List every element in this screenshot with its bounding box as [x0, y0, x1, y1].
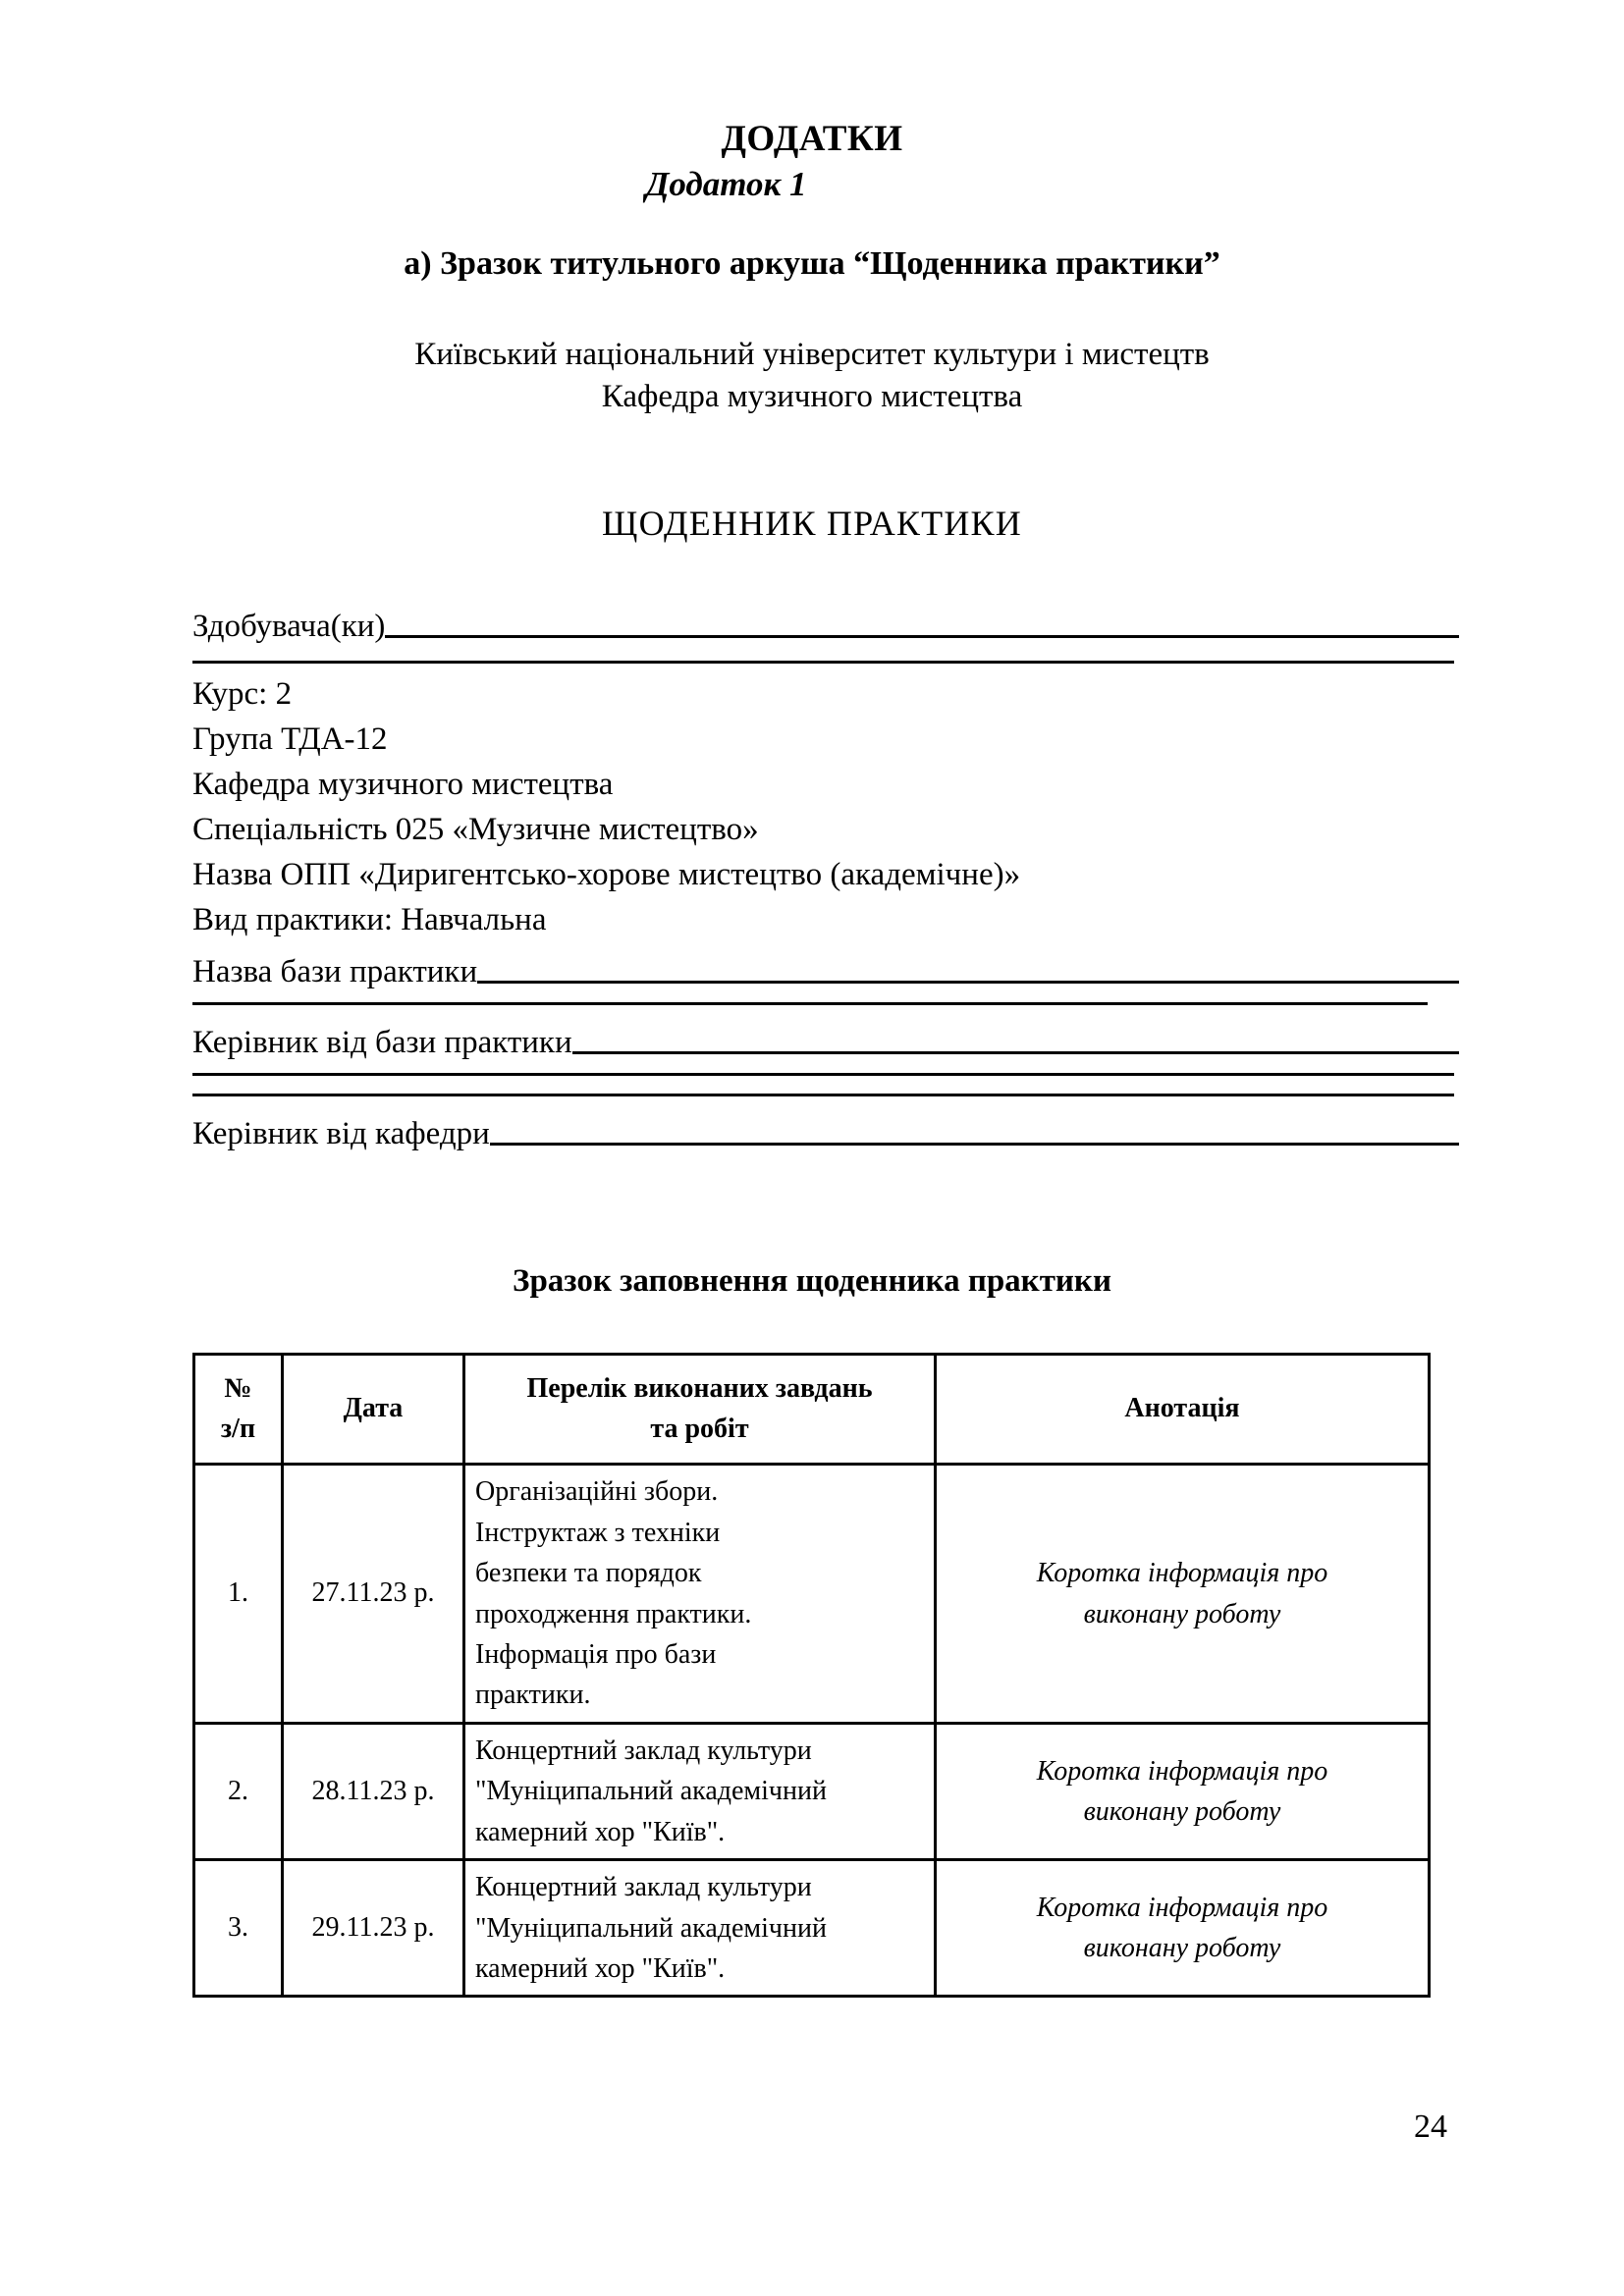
table-body	[194, 1465, 1430, 1997]
annotation-line: Коротка інформація про	[1036, 1755, 1328, 1787]
section-a-title: а) Зразок титульного аркуша “Щоденника практики”	[404, 245, 1220, 282]
appendix-number: Додаток 1	[645, 165, 807, 203]
cell-annotation	[936, 1860, 1430, 1997]
column-header-tasks-line2: та робіт	[650, 1413, 749, 1444]
base-name-fill-rule[interactable]	[477, 981, 1459, 984]
base-supervisor-row	[192, 1013, 1459, 1059]
spacer	[192, 988, 1459, 1002]
practice-type-line: Вид практики: Навчальна	[192, 902, 547, 937]
task-line: камерний хор "Київ".	[475, 1816, 726, 1847]
institution-block	[0, 334, 1624, 418]
course-line: Курс: 2	[192, 676, 293, 712]
diary-title: ЩОДЕННИК ПРАКТИКИ	[602, 504, 1022, 543]
page-number: 24	[1414, 2109, 1447, 2145]
task-line: Інструктаж з техніки	[475, 1517, 721, 1548]
specialty-line: Спеціальність 025 «Музичне мистецтво»	[192, 812, 759, 847]
department-supervisor-label: Керівник від кафедри	[192, 1116, 490, 1151]
table-header-row	[194, 1355, 1430, 1465]
table-row	[194, 1860, 1430, 1997]
task-line: проходження практики.	[475, 1598, 752, 1629]
table-row	[194, 1465, 1430, 1724]
spacer	[192, 664, 1459, 671]
program-line: Назва ОПП «Диригентсько-хорове мистецтво (академічне)»	[192, 857, 1021, 892]
cell-annotation	[936, 1723, 1430, 1859]
annotation-line: Коротка інформація про	[1036, 1892, 1328, 1923]
cell-annotation	[936, 1465, 1430, 1724]
column-header-tasks	[464, 1355, 936, 1465]
student-field-row	[192, 597, 1459, 643]
task-line: Організаційні збори.	[475, 1476, 719, 1508]
group-line: Група ТДА-12	[192, 721, 388, 757]
title-page-form	[192, 597, 1459, 1150]
cell-date: 29.11.23 р.	[283, 1860, 464, 1997]
student-fill-rule[interactable]	[385, 635, 1459, 638]
department-name: Кафедра музичного мистецтва	[601, 378, 1023, 414]
column-header-date: Дата	[283, 1355, 464, 1465]
column-header-number	[194, 1355, 283, 1465]
university-name: Київський національний університет культури і мистецтв	[414, 337, 1210, 372]
spacer	[192, 1096, 1459, 1104]
annotation-line: виконану роботу	[1083, 1795, 1281, 1827]
column-header-number-line2: з/п	[220, 1413, 256, 1444]
task-line: Концертний заклад культури	[475, 1735, 812, 1766]
task-line: камерний хор "Київ".	[475, 1953, 726, 1984]
cell-number: 2.	[194, 1723, 283, 1859]
column-header-number-line1: №	[224, 1373, 252, 1404]
sample-table-heading: Зразок заповнення щоденника практики	[513, 1263, 1111, 1299]
spacer	[192, 1076, 1459, 1094]
task-line: "Муніципальний академічний	[475, 1912, 827, 1944]
spacer	[192, 1005, 1459, 1013]
cell-date: 27.11.23 р.	[283, 1465, 464, 1724]
cell-number: 3.	[194, 1860, 283, 1997]
annotation-line: виконану роботу	[1083, 1598, 1281, 1629]
department-line: Кафедра музичного мистецтва	[192, 767, 614, 802]
task-line: Інформація про бази	[475, 1638, 717, 1670]
practice-diary-table	[192, 1353, 1431, 1998]
cell-tasks	[464, 1723, 936, 1859]
task-line: безпеки та порядок	[475, 1558, 702, 1589]
cell-number: 1.	[194, 1465, 283, 1724]
appendices-title: ДОДАТКИ	[721, 119, 903, 159]
task-line: Концертний заклад культури	[475, 1872, 812, 1903]
cell-tasks	[464, 1465, 936, 1724]
base-name-row	[192, 942, 1459, 988]
cell-tasks	[464, 1860, 936, 1997]
student-label: Здобувача(ки)	[192, 609, 386, 644]
department-supervisor-fill-rule[interactable]	[490, 1143, 1459, 1146]
table-row	[194, 1723, 1430, 1859]
base-name-label: Назва бази практики	[192, 954, 478, 989]
base-supervisor-label: Керівник від бази практики	[192, 1025, 572, 1060]
spacer	[192, 1059, 1459, 1073]
column-header-annotation: Анотація	[936, 1355, 1430, 1465]
spacer	[192, 643, 1459, 661]
task-line: "Муніципальний академічний	[475, 1776, 827, 1807]
annotation-line: виконану роботу	[1083, 1933, 1281, 1964]
cell-date: 28.11.23 р.	[283, 1723, 464, 1859]
department-supervisor-row	[192, 1104, 1459, 1150]
column-header-tasks-line1: Перелік виконаних завдань	[526, 1373, 873, 1404]
annotation-line: Коротка інформація про	[1036, 1558, 1328, 1589]
task-line: практики.	[475, 1680, 591, 1711]
base-supervisor-fill-rule[interactable]	[572, 1051, 1459, 1054]
